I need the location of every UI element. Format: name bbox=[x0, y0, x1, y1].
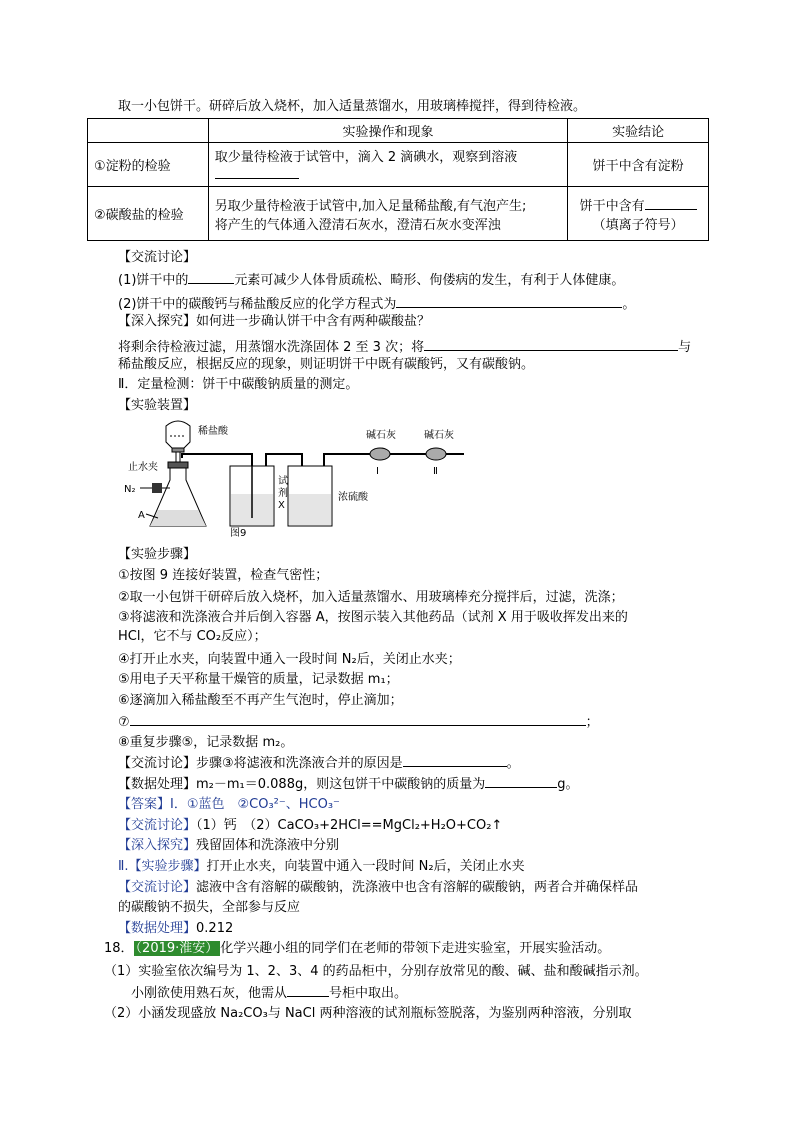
table-header: 实验结论 bbox=[568, 119, 709, 143]
answer-line bbox=[118, 858, 525, 876]
soda-lime-label: 碱石灰 bbox=[424, 430, 454, 441]
answer-blank bbox=[287, 983, 329, 997]
question-text: 将剩余待检液过滤，用蒸馏水洗涤固体 2 至 3 次；将 bbox=[118, 340, 425, 355]
reagent-x-label: 试 bbox=[278, 476, 288, 487]
operation-text: 取少量待检液于试管中，滴入 2 滴碘水，观察到溶液 bbox=[214, 150, 518, 165]
step-text: ； bbox=[585, 715, 599, 730]
answer-text: 打开止水夹，向装置中通入一段时间 N₂后，关闭止水夹 bbox=[206, 859, 525, 874]
gas-bottle-sulfuric bbox=[288, 454, 368, 526]
question-text: 与 bbox=[678, 340, 692, 355]
separatory-funnel bbox=[166, 421, 190, 464]
answer-blank bbox=[403, 753, 507, 767]
question-text: 【交流讨论】步骤③将滤液和洗涤液合并的原因是 bbox=[118, 756, 403, 771]
question-text: 小刚欲使用熟石灰，他需从 bbox=[131, 986, 288, 1001]
answer-label: 【数据处理】 bbox=[118, 921, 197, 936]
answer-blank bbox=[188, 270, 234, 284]
question-text: 化学兴趣小组的同学们在老师的带领下走进实验室，开展实验活动。 bbox=[220, 941, 611, 956]
tube-ii-label: Ⅱ bbox=[433, 466, 438, 477]
section-title: 【深入探究】如何进一步确认饼干中含有两种碳酸盐？ bbox=[118, 314, 431, 329]
step-text: ⑥逐滴加入稀盐酸至不再产生气泡时，停止滴加； bbox=[118, 693, 403, 708]
answer-blank bbox=[645, 196, 697, 210]
apparatus-diagram bbox=[118, 418, 478, 540]
answer-blank bbox=[396, 294, 622, 308]
question-text: 【数据处理】m₂－m₁＝0.088g，则这包饼干中碳酸钠的质量为 bbox=[118, 777, 486, 792]
question-number: 18． bbox=[104, 941, 134, 956]
step-text: ⑤用电子天平称量干燥管的质量，记录数据 m₁； bbox=[118, 672, 399, 687]
step-text: ②取一小包饼干研碎后放入烧杯，加入适量蒸馏水、用玻璃棒充分搅拌后，过滤，洗涤； bbox=[118, 590, 624, 605]
question-text: 。 bbox=[506, 756, 520, 771]
answer-text: 残留固体和洗涤液中分别 bbox=[196, 838, 340, 853]
answer-blank bbox=[424, 337, 678, 351]
answer-text: 滤液中含有溶解的碳酸钠，洗涤液中也含有溶解的碳酸钠，两者合并确保样品 bbox=[196, 880, 639, 895]
table-header bbox=[88, 119, 209, 143]
table-row bbox=[88, 143, 709, 187]
table-header: 实验操作和现象 bbox=[208, 119, 567, 143]
step-text: ①按图 9 连接好装置，检查气密性； bbox=[118, 568, 329, 583]
answer-text: 0.212 bbox=[196, 921, 234, 936]
question-line bbox=[118, 337, 691, 357]
question-line bbox=[118, 774, 578, 794]
reagent-x-label: X bbox=[278, 500, 285, 511]
answer-line bbox=[118, 920, 233, 938]
step-line bbox=[118, 712, 599, 732]
row-name: ②碳酸盐的检验 bbox=[88, 187, 209, 241]
question-text: 。 bbox=[622, 297, 636, 312]
step-text: ⑧重复步骤⑤，记录数据 m₂。 bbox=[118, 735, 294, 750]
question-text: 元素可减少人体骨质疏松、畸形、佝偻病的发生，有利于人体健康。 bbox=[234, 273, 625, 288]
question-line bbox=[131, 983, 407, 1003]
question-text: 号柜中取出。 bbox=[329, 986, 408, 1001]
container-a-label: A bbox=[138, 510, 145, 521]
experiment-table bbox=[87, 118, 709, 241]
soda-lime-label: 碱石灰 bbox=[366, 430, 396, 441]
table-header-row bbox=[88, 119, 709, 143]
answer-label: 【交流讨论】 bbox=[118, 818, 197, 833]
section-title: Ⅱ．定量检测：饼干中碳酸钠质量的测定。 bbox=[118, 377, 359, 392]
row-conclusion bbox=[568, 187, 709, 241]
tube-i-label: Ⅰ bbox=[376, 466, 379, 477]
row-operation bbox=[208, 143, 567, 187]
intro-text: 取一小包饼干。研碎后放入烧杯，加入适量蒸馏水，用玻璃棒搅拌，得到待检液。 bbox=[118, 99, 587, 114]
question-text: (1)饼干中的 bbox=[118, 273, 189, 288]
answer-text: ①蓝色 ②CO₃²⁻、HCO₃⁻ bbox=[186, 797, 340, 812]
operation-text: 另取少量待检液于试管中,加入足量稀盐酸,有气泡产生; bbox=[214, 198, 527, 214]
answer-line bbox=[118, 837, 339, 855]
figure-caption: 图9 bbox=[230, 528, 247, 539]
question-text: （2）小涵发现盛放 Na₂CO₃与 NaCl 两种溶液的试剂瓶标签脱落，为鉴别两种溶液，分别取 bbox=[104, 1006, 632, 1021]
question-header bbox=[104, 940, 610, 958]
answer-label: 【交流讨论】 bbox=[118, 880, 197, 895]
section-title: 【实验步骤】 bbox=[118, 547, 197, 562]
step-text: HCl，它不与 CO₂反应）； bbox=[118, 629, 267, 644]
question-line bbox=[118, 294, 635, 314]
clamp-label: 止水夹 bbox=[128, 462, 158, 473]
answer-text: （1）钙 （2）CaCO₃+2HCl==MgCl₂+H₂O+CO₂↑ bbox=[196, 818, 503, 833]
answer-blank bbox=[485, 774, 557, 788]
section-title: 【实验装置】 bbox=[118, 398, 197, 413]
sulfuric-acid-label: 浓硫酸 bbox=[338, 492, 368, 503]
drying-tube-2 bbox=[418, 448, 464, 460]
question-text: 稀盐酸反应，根据反应的现象，则证明饼干中既有碳酸钙，又有碳酸钠。 bbox=[118, 357, 535, 372]
n2-label: N₂ bbox=[124, 484, 136, 495]
answer-blank bbox=[130, 712, 586, 726]
drying-tube-1 bbox=[368, 448, 418, 460]
question-text: g。 bbox=[557, 777, 579, 792]
answer-blank bbox=[215, 165, 561, 183]
row-operation bbox=[208, 187, 567, 241]
reagent-x-label: 剂 bbox=[278, 488, 288, 499]
question-text: (2)饼干中的碳酸钙与稀盐酸反应的化学方程式为 bbox=[118, 297, 397, 312]
step-text: ③将滤液和洗涤液合并后倒入容器 A，按图示装入其他药品（试剂 X 用于吸收挥发出来的 bbox=[118, 610, 628, 625]
section-title: 【交流讨论】 bbox=[118, 250, 197, 265]
answer-label: 【答案】Ⅰ． bbox=[118, 797, 187, 812]
acid-label: 稀盐酸 bbox=[198, 426, 228, 437]
step-text: ⑦ bbox=[118, 715, 130, 730]
answer-text: 的碳酸钠不损失，全部参与反应 bbox=[118, 900, 301, 915]
row-conclusion: 饼干中含有淀粉 bbox=[568, 143, 709, 187]
answer-label: Ⅱ.【实验步骤】 bbox=[118, 859, 207, 874]
conclusion-text: 饼干中含有 bbox=[579, 198, 645, 214]
row-name: ①淀粉的检验 bbox=[88, 143, 209, 187]
step-text: ④打开止水夹，向装置中通入一段时间 N₂后，关闭止水夹； bbox=[118, 652, 461, 667]
answer-line bbox=[118, 879, 638, 897]
operation-text: 将产生的气体通入澄清石灰水，澄清石灰水变浑浊 bbox=[214, 217, 501, 233]
conclusion-note: （填离子符号） bbox=[592, 217, 684, 233]
question-text: （1）实验室依次编号为 1、2、3、4 的药品柜中，分别存放常见的酸、碱、盐和酸碱指示剂。 bbox=[104, 964, 648, 979]
conical-flask bbox=[150, 462, 206, 526]
answer-label: 【深入探究】 bbox=[118, 838, 197, 853]
table-row bbox=[88, 187, 709, 241]
answer-line bbox=[118, 817, 502, 835]
question-line bbox=[118, 270, 624, 290]
question-line bbox=[118, 753, 520, 773]
answer-line bbox=[118, 796, 340, 814]
clamp-icon bbox=[152, 483, 162, 493]
source-tag: （2019·淮安） bbox=[135, 941, 219, 956]
